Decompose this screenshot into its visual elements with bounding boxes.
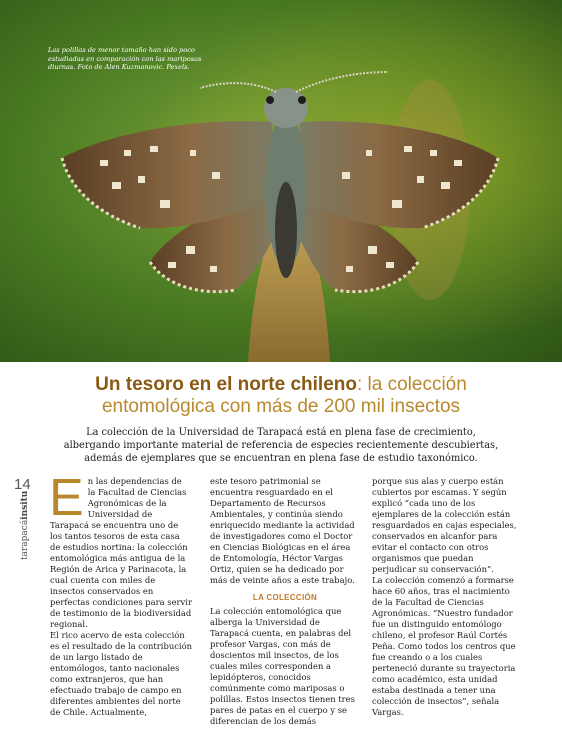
body-column-3 (372, 476, 518, 718)
drop-cap: E (49, 469, 84, 527)
magazine-name-a: tarapacá (20, 519, 30, 560)
magazine-name (20, 491, 30, 560)
headline-rest: : la colección entomológica con más de 200 mil insectos (101, 374, 467, 417)
butterfly-photo (0, 0, 562, 362)
article-lead: La colección de la Universidad de Tarapacá está en plena fase de crecimiento, albergando importante material de referencia de especies recientemente descubiertas, además de ejemplares que se encuentran en plena fase de estudio taxonómico. (63, 427, 499, 464)
photo-caption: Las polillas de menor tamaño han sido poco estudiadas en comparación con las mariposas diurnas. Foto de Alen Kuzmanovic. Pexels. (48, 46, 202, 72)
paragraph: porque sus alas y cuerpo están cubiertos por escamas. Y según explicó “cada uno de los ejemplares de la colección están resguardados en cajas especiales, conservados en alcanfor para evitar el contacto con otros organismos que puedan perjudicar su conservación”. (372, 476, 517, 574)
paragraph: La colección comenzó a formarse hace 60 años, tras el nacimiento de la Facultad de Ciencias Agronómicas. “Nuestro fundador fue un distinguido entomólogo chileno, el profesor Raúl Cortés Peña. Como todos los centros que fue creando o a los cuales perteneció durante su trayectoria como académico, esta unidad estaba destinada a tener una colección de insectos”, señala Vargas. (372, 575, 516, 717)
paragraph: La colección entomológica que alberga la Universidad de Tarapacá cuenta, en palabras del profesor Vargas, con más de doscientos mil insectos, de los cuales miles corresponden a lepidópteros, conocidos comúnmente como mariposas o polillas. Estos insectos tienen tres pares de patas en el cuerpo y se diferencian de los demás (210, 606, 355, 726)
page-number: 14 (14, 476, 31, 493)
article-headline (40, 374, 522, 418)
paragraph: n las dependencias de la Facultad de Ciencias Agronómicas de la Universidad de Tarapacá se encuentra uno de los tantos tesoros de esta casa de estudios nortina: la colección entomológica más antigua de la Región de Arica y Parinacota, la cual cuenta con miles de insectos conservados en perfectas condiciones para servir de testimonio de la biodiversidad regional. (50, 476, 192, 629)
magazine-name-b: insitu (20, 490, 30, 520)
section-subhead: LA COLECCIÓN (252, 593, 318, 602)
body-column-1 (49, 469, 193, 718)
headline-bold: Un tesoro en el norte chileno (95, 374, 357, 395)
paragraph: El rico acervo de esta colección es el resultado de la contribución de un largo listado de entomólogos, tanto nacionales como extranjeros, que han efectuado trabajo de campo en diferentes ambientes del norte de Chile. Actualmente, (50, 630, 193, 717)
paragraph: este tesoro patrimonial se encuentra resguardado en el Departamento de Recursos Ambientales, y continúa siendo enriquecido mediante la actividad de investigadores como el Doctor en Ciencias Biológicas en el área de Entomología, Héctor Vargas Ortiz, quien se ha dedicado por más de veinte años a este trabajo. (210, 476, 355, 585)
body-column-2 (210, 476, 360, 727)
